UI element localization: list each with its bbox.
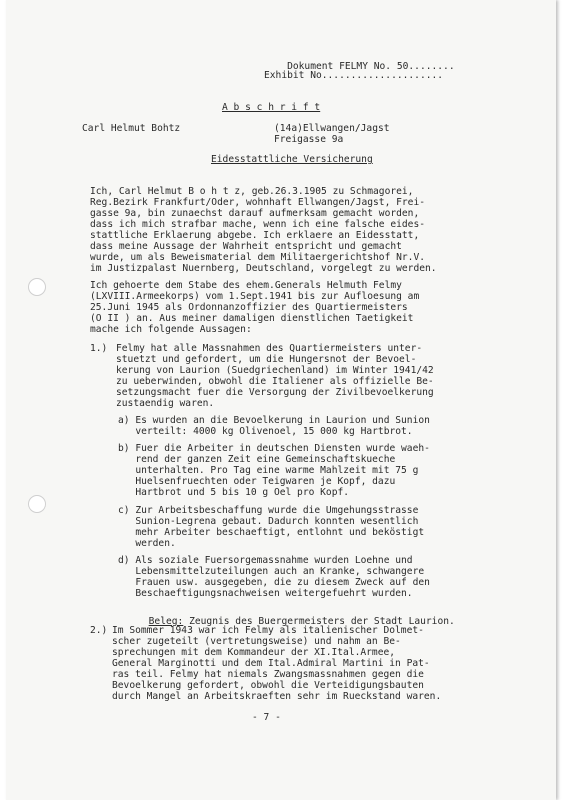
page-title: A b s c h r i f t — [222, 102, 321, 113]
item-2-line: General Marginotti und dem Ital.Admiral Martini in Pat- — [112, 658, 430, 669]
item-1d-line: Beschaeftigungsnachweisen weitergefuehrt wurden. — [118, 588, 413, 599]
item-1c-line: mehr Arbeiter beschaeftigt, entlohnt und beköstigt — [118, 527, 425, 538]
item-1d-line: Lebensmittelzuteilungen auch an Kranke, schwangere — [118, 566, 425, 577]
item-2-line: ras teil. Felmy hat niemals Zwangsmassnahmen gegen die — [112, 669, 424, 680]
intro-line: Reg.Bezirk Frankfurt/Oder, wohnhaft Ellwangen/Jagst, Frei- — [90, 197, 426, 208]
punch-hole-top — [28, 278, 46, 296]
item-1b-line: b) Fuer die Arbeiter in deutschen Diensten wurde waeh- — [118, 443, 430, 454]
item-2-line: Im Sommer 1943 war ich Felmy als italienischer Dolmet- — [112, 625, 424, 636]
page-number: - 7 - — [252, 712, 281, 723]
item-1b-line: unterhalten. Pro Tag eine warme Mahlzeit mit 75 g — [118, 465, 419, 476]
item-2-number: 2.) — [90, 625, 108, 636]
item-1-line: setzungsmacht fuer die Versorgung der Zivilbevoelkerung — [116, 387, 434, 398]
intro-line: dass ich mich strafbar mache, wenn ich eine falsche eides- — [90, 219, 426, 230]
item-1d-line: Frauen usw. ausgegeben, die zu diesem Zweck auf den — [118, 577, 430, 588]
item-1-number: 1.) — [90, 343, 108, 354]
item-1-line: zu ueberwinden, obwohl die Italiener als offizielle Be- — [116, 376, 434, 387]
item-1c-line: werden. — [118, 538, 176, 549]
item-1b-line: Hartbrot und 5 bis 10 g Oel pro Kopf. — [118, 487, 350, 498]
item-1-line: kerung von Laurion (Suedgriechenland) im Winter 1941/42 — [116, 365, 434, 376]
author-name: Carl Helmut Bohtz — [82, 123, 181, 134]
item-1-line: Felmy hat alle Massnahmen des Quartiermeisters unter- — [116, 343, 423, 354]
intro-line: dass meine Aussage der Wahrheit entspricht und gemacht — [90, 241, 402, 252]
author-address-line1: (14a)Ellwangen/Jagst — [274, 123, 390, 134]
document-fill: ........ — [408, 61, 455, 72]
item-1-line: stuetzt und gefordert, um die Hungersnot der Bevoel- — [116, 354, 417, 365]
document-page — [6, 0, 556, 800]
punch-hole-bottom — [28, 495, 46, 513]
staff-line: (LXVIII.Armeekorps) vom 1.Sept.1941 bis zur Aufloesung am — [90, 291, 420, 302]
item-2-line: durch Mangel an Arbeitskraeften sehr im Rueckstand waren. — [112, 691, 442, 702]
item-1a-line: verteilt: 4000 kg Olivenoel, 15 000 kg Hartbrot. — [118, 426, 413, 437]
intro-line: gasse 9a, bin zunaechst darauf aufmerksam gemacht worden, — [90, 208, 420, 219]
item-1d-line: d) Als soziale Fuersorgemassnahme wurden Loehne und — [118, 555, 413, 566]
intro-line: im Justizpalast Nuernberg, Deutschland, vorgelegt zu werden. — [90, 263, 437, 274]
staff-line: mache ich folgende Aussagen: — [90, 324, 252, 335]
item-1b-line: rend der ganzen Zeit eine Gemeinschaftskueche — [118, 454, 396, 465]
item-2-line: Bevoelkerung gefordert, obwohl die Verteidigungsbauten — [112, 680, 424, 691]
document-subtitle: Eidesstattliche Versicherung — [211, 154, 373, 165]
item-2-line: sprechungen mit dem Kommandeur der XI.Ital.Armee, — [112, 647, 396, 658]
intro-line: stattliche Erklaerung abgebe. Ich erklaere an Eidesstatt, — [90, 230, 420, 241]
intro-line: wurde, um als Beweismaterial dem Militaergerichtshof Nr.V. — [90, 252, 426, 263]
item-2-line: scher zugeteilt (vertretungsweise) und nahm an Be- — [112, 636, 401, 647]
author-address-line2: Freigasse 9a — [274, 134, 344, 145]
item-1a-line: a) Es wurden an die Bevoelkerung in Laurion und Sunion — [118, 415, 430, 426]
item-1c-line: Sunion-Legrena gebaut. Dadurch konnten wesentlich — [118, 516, 419, 527]
item-1c-line: c) Zur Arbeitsbeschaffung wurde die Umgehungsstrasse — [118, 505, 419, 516]
item-1b-line: Huelsenfruechten oder Teigwaren je Kopf, dazu — [118, 476, 396, 487]
staff-line: (O II ) an. Aus meiner damaligen dienstlichen Taetigkeit — [90, 313, 414, 324]
staff-line: Ich gehoerte dem Stabe des ehem.Generals Helmuth Felmy — [90, 280, 402, 291]
item-1-line: zustaendig waren. — [116, 398, 215, 409]
staff-line: 25.Juni 1945 als Ordonnanzoffizier des Quartiermeisters — [90, 302, 408, 313]
intro-line: Ich, Carl Helmut B o h t z, geb.26.3.1905 zu Schmagorei, — [90, 186, 414, 197]
evidence-label: Beleg: — [148, 616, 184, 627]
exhibit-number: Exhibit No..................... — [264, 70, 444, 81]
evidence-text: Zeugnis des Buergermeisters der Stadt Laurion. — [183, 616, 455, 627]
document-label: Dokument FELMY No. 50 — [287, 61, 409, 72]
